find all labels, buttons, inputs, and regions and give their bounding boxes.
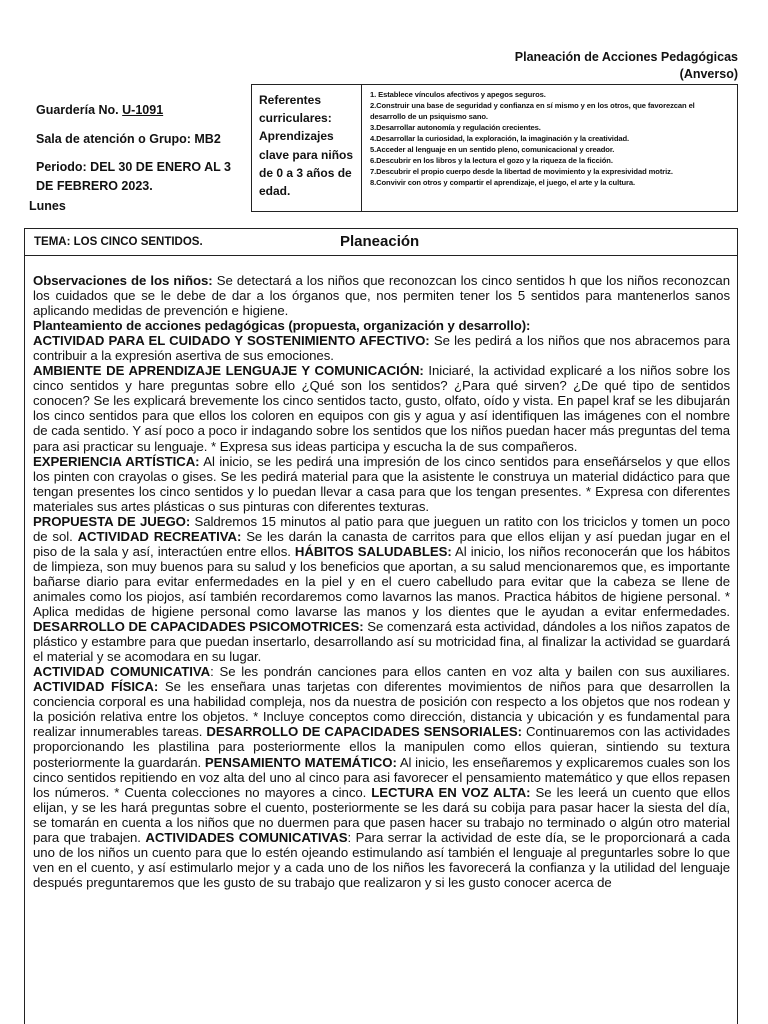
reference-item: 7.Descubrir el propio cuerpo desde la libertad de movimiento y la expresividad motriz. xyxy=(370,167,673,176)
care-activity-label: ACTIVIDAD PARA EL CUIDADO Y SOSTENIMIENTO AFECTIVO: xyxy=(33,333,430,349)
communicative-text: : Se les pondrán canciones para ellos canten en voz alta y bailen con sus auxiliares. xyxy=(210,664,731,680)
document-title: Planeación de Acciones Pedagógicas xyxy=(514,50,738,64)
psychomotor-text: Se comenzará esta actividad, dándoles a los niños zapatos de plástico y estambre para que puedan insertarlo, desarrollando así su motricidad fina, al finalizar la actividad se guardará el material y se acomodara en su lugar. xyxy=(33,619,730,665)
guarderia-value: U-1091 xyxy=(122,103,164,117)
recreational-label: ACTIVIDAD RECREATIVA: xyxy=(77,528,242,544)
document-side: (Anverso) xyxy=(679,67,738,81)
observations-paragraph xyxy=(33,273,730,318)
topic-title: TEMA: LOS CINCO SENTIDOS. xyxy=(34,236,203,248)
observations-text: Se detectará a los niños que reconozcan los cinco sentidos h que los niños reconozcan los cuidados que se le debe de dar a los órganos que, nos permiten tener los 5 sentidos para mantenerlos sanos aplicando medidas de prevención e higiene. xyxy=(33,273,731,319)
reference-item: 4.Desarrollar la curiosidad, la exploración, la imaginación y la creatividad. xyxy=(370,134,630,143)
planning-title-bar xyxy=(25,229,737,256)
approach-label: Planteamiento de acciones pedagógicas (propuesta, organización y desarrollo): xyxy=(33,318,531,334)
healthy-habits-label: HÁBITOS SALUDABLES: xyxy=(294,543,452,559)
art-experience-text: Al inicio, se les pedirá una impresión de los cinco sentidos para enseñárselos y que ellos los pinten con crayolas o gises. Se les pedirá material para que la asistente le construya un material didáctico para que tengan presentes los cinco sentidos y lo puedan llevar a casa para que los tengan presentes. * Expresa con diferentes materiales sus artes plásticas o sus pinturas con diferentes texturas. xyxy=(33,453,730,514)
periodo: Periodo: DEL 30 DE ENERO AL 3 DE FEBRERO 2023. xyxy=(36,160,231,193)
physical-activity-label: ACTIVIDAD FÍSICA: xyxy=(33,679,159,695)
learning-environment-paragraph xyxy=(33,363,730,453)
sensory-label: DESARROLLO DE CAPACIDADES SENSORIALES: xyxy=(206,724,522,740)
reference-item: 8.Convivir con otros y compartir el aprendizaje, el juego, el arte y la cultura. xyxy=(370,178,636,187)
communicative-label: ACTIVIDAD COMUNICATIVA xyxy=(33,664,211,680)
recreational-text: Se les darán la canasta de carritos para que ellos elijan y así puedan jugar en el piso de la sala y así, interactúen entre ellos. xyxy=(33,528,731,559)
sensory-text: Continuaremos con las actividades proporcionando les plastilina para posteriormente ellos la manipulen como ellos quieran, sintiendo su textura posteriormente la guardarán. xyxy=(33,724,730,770)
observations-label: Observaciones de los niños: xyxy=(33,273,213,288)
activities-paragraph-2 xyxy=(33,664,730,890)
planning-body xyxy=(33,273,730,890)
sala-value: MB2 xyxy=(194,132,221,146)
healthy-habits-text: Al inicio, los niños reconocerán que los hábitos de limpieza, son muy buenos para su salud y los beneficios que aportan, a su salud mencionaremos que, es importante bañarse diario para evitar enfermedades en la piel y en el cuero cabelludo para evitar que la cabeza se llene de animales como los piojos, así también recordaremos como lavarnos las manos. Practica hábitos de higiene personal. * Aplica medidas de higiene personal como lavarse las manos y los dientes que le ayudan a evitar enfermedades. xyxy=(33,543,731,620)
reference-item: 2.Construir una base de seguridad y confianza en sí mismo y en los otros, que favorezcan el desarrollo de un psiquismo sano. xyxy=(370,101,695,121)
play-proposal-text: Saldremos 15 minutos al patio para que jueguen un ratito con los triciclos y tomen un poco de sol. xyxy=(33,513,730,544)
care-activity-text: Se les pedirá a los niños que nos abracemos para contribuir a la expresión asertiva de sus emociones. xyxy=(33,333,731,364)
communicative-activities-label: ACTIVIDADES COMUNICATIVAS xyxy=(145,829,348,845)
day-label: Lunes xyxy=(29,199,66,213)
read-aloud-text: Se les leerá un cuento que ellos elijan, y se les hará preguntas sobre el cuento, posteriormente se les dará su cobija para pasar hacer la siesta del día, se tomarán en cuenta a los niños que no duermen para que pasen hacer su trabajo no terminado o algún otro material para que trabajen. xyxy=(33,784,730,845)
planning-heading: Planeación xyxy=(340,233,420,250)
activities-paragraph xyxy=(33,514,730,664)
learning-environment-text: Iniciaré, la actividad explicaré a los niños sobre los cinco sentidos y hare preguntas sobre ello ¿Qué son los sentidos? ¿Para qué sirven? ¿De qué tipo de sentidos conocen? Se les explicará brevemente los cinco sentidos tacto, gusto, olfato, oído y vista. En papel kraf se les dibujarán los cinco sentidos para que ellos los coloren en equipos con gis y agua y así identifiquen las imágenes con el nombre de cada sentido. Y así poco a poco ir indagando sobre los sentidos que los niños puedan hacer más preguntas del tema para asi practicar su lenguaje. * Expresa sus ideas participa y escucha la de sus compañeros. xyxy=(33,363,730,454)
art-experience-label: EXPERIENCIA ARTÍSTICA: xyxy=(33,453,200,469)
curricular-references-list xyxy=(362,84,738,212)
guarderia-row xyxy=(36,102,163,119)
reference-item: 6.Descubrir en los libros y la lectura el gozo y la riqueza de la ficción. xyxy=(370,156,613,165)
curricular-references-table xyxy=(251,84,738,212)
reference-item: 3.Desarrollar autonomía y regulación crecientes. xyxy=(370,123,541,132)
physical-activity-text: Se les enseñara unas tarjetas con diferentes movimientos de niños para que desarrollen la conciencia corporal es una habilidad compleja, nos da nuestra de posición con respecto a los objetos que nos rodean y la posición relativa entre los objetos. * Incluye conceptos como dirección, distancia y ubicación y es fundamental para realizar innumerables tareas. xyxy=(33,679,730,740)
sala-label: Sala de atención o Grupo: xyxy=(36,132,191,146)
sala-row xyxy=(36,131,221,148)
communicative-activities-text: : Para serrar la actividad de este día, se le proporcionará a cada uno de los niños un cuento para que lo estén ojeando estimulando así también el lenguaje al preguntarles sobre lo que ven en el cuento, y así estimularlo mejor y a cada uno de los niños les favorecerá la confianza y la utilidad del lenguaje después preguntaremos que les gusto de su trabajo que realizaron y si les gusto conocer acerca de xyxy=(33,829,730,890)
approach-heading xyxy=(33,318,730,333)
guarderia-label: Guardería No. xyxy=(36,103,119,117)
curricular-references-label: Referentes curriculares: Aprendizajes clave para niños de 0 a 3 años de edad. xyxy=(251,84,362,212)
reference-item: 5.Acceder al lenguaje en un sentido pleno, comunicacional y creador. xyxy=(370,145,615,154)
learning-environment-label: AMBIENTE DE APRENDIZAJE LENGUAJE Y COMUNICACIÓN: xyxy=(33,363,424,379)
art-experience-paragraph xyxy=(33,454,730,514)
reference-item: 1. Establece vínculos afectivos y apegos seguros. xyxy=(370,90,546,99)
psychomotor-label: DESARROLLO DE CAPACIDADES PSICOMOTRICES: xyxy=(33,619,364,635)
care-activity-paragraph xyxy=(33,333,730,363)
math-thinking-text: Al inicio, les enseñaremos y explicaremos cuales son los cinco sentidos repitiendo en voz alta del uno al cinco para asi favorecer el pensamiento matemático y que ellos repasen los números. * Cuenta colecciones no mayores a cinco. xyxy=(33,754,730,800)
document-header xyxy=(438,49,738,83)
play-proposal-label: PROPUESTA DE JUEGO: xyxy=(33,513,191,529)
planning-frame xyxy=(24,228,738,1024)
math-thinking-label: PENSAMIENTO MATEMÁTICO: xyxy=(204,754,397,770)
read-aloud-label: LECTURA EN VOZ ALTA: xyxy=(371,784,531,800)
